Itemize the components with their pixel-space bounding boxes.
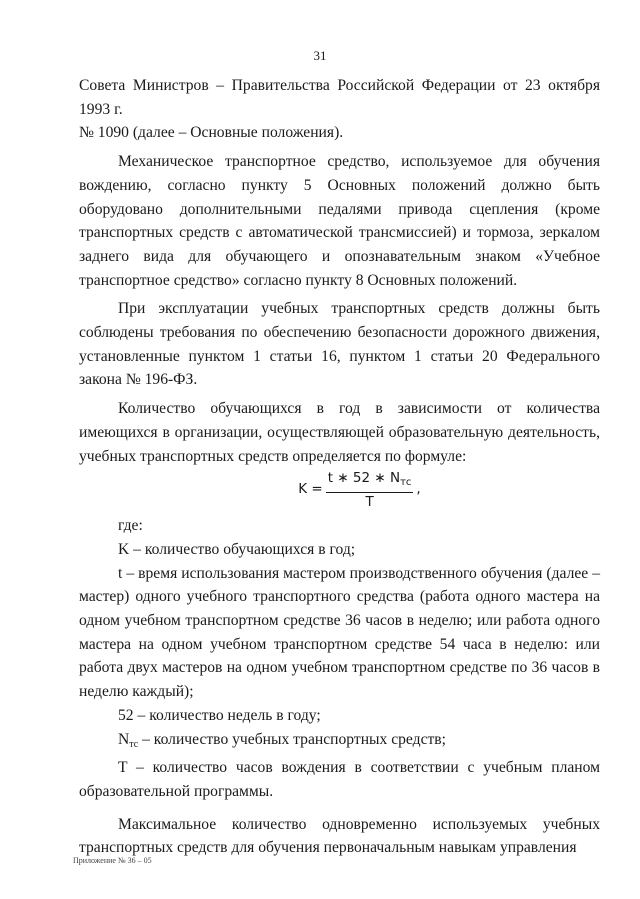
paragraph-continuation-line: Совета Министров – Правительства Российской Федерации от 23 октября 1993 г. bbox=[79, 77, 600, 118]
formula-numerator: t ∗ 52 ∗ $N_{тс}$ bbox=[326, 470, 414, 493]
page-number: 31 bbox=[313, 48, 327, 63]
formula-lhs: K = bbox=[298, 481, 323, 498]
paragraph-vehicle-equipment: Механическое транспортное средство, используемое для обучения вождению, согласно пункту 5 Основных положений должно быть оборудовано дополнительными педалями привода сцепления (кроме транспортных средств с автоматической трансмиссией) и тормоза, зеркалом заднего вида для обучающего и опознавательным знаком «Учебное транспортное средство» согласно пункту 8 Основных положений. bbox=[79, 153, 600, 289]
document-body bbox=[79, 74, 600, 860]
definition-T: T – количество часов вождения в соответствии с учебным планом образовательной программы. bbox=[79, 759, 600, 800]
formula-denominator: T bbox=[365, 494, 374, 511]
footer-annex-label: Приложение № 36 – 05 bbox=[73, 856, 152, 865]
paragraph-max-vehicles: Максимальное количество одновременно используемых учебных транспортных средств для обучения первоначальным навыкам управления bbox=[79, 815, 600, 857]
paragraph-formula-intro: Количество обучающихся в год в зависимости от количества имеющихся в организации, осуществляющей образовательную деятельность, учебных транспортных средств определяется по формуле: bbox=[79, 400, 600, 465]
paragraph-continuation-end: № 1090 (далее – Основные положения). bbox=[79, 124, 344, 142]
paragraph-safety-requirements: При эксплуатации учебных транспортных средств должны быть соблюдены требования по обеспечению безопасности дорожного движения, установленные пунктом 1 статьи 16, пунктом 1 статьи 20 Федерального закона № 196-ФЗ. bbox=[79, 300, 600, 389]
definition-k: K – количество обучающихся в год; bbox=[118, 540, 356, 558]
definition-t: t – время использования мастером производственного обучения (далее – мастер) одного учебного транспортного средства (работа одного мастера на одном учебном транспортном средстве 36 часов в неделю; или работа одного мастера на одном учебном транспортном средстве 54 часа в неделю: или работа двух мастеров на одном учебном транспортном средстве по 36 часов в неделю каждый); bbox=[79, 564, 600, 701]
definition-52: 52 – количество недель в году; bbox=[118, 706, 321, 724]
formula bbox=[79, 470, 600, 510]
formula-fraction bbox=[326, 470, 414, 510]
formula-comma: , bbox=[416, 481, 421, 498]
where-label: где: bbox=[118, 517, 143, 535]
definition-ntc: $N_{тс}$ – количество учебных транспортных средств; bbox=[118, 730, 447, 750]
